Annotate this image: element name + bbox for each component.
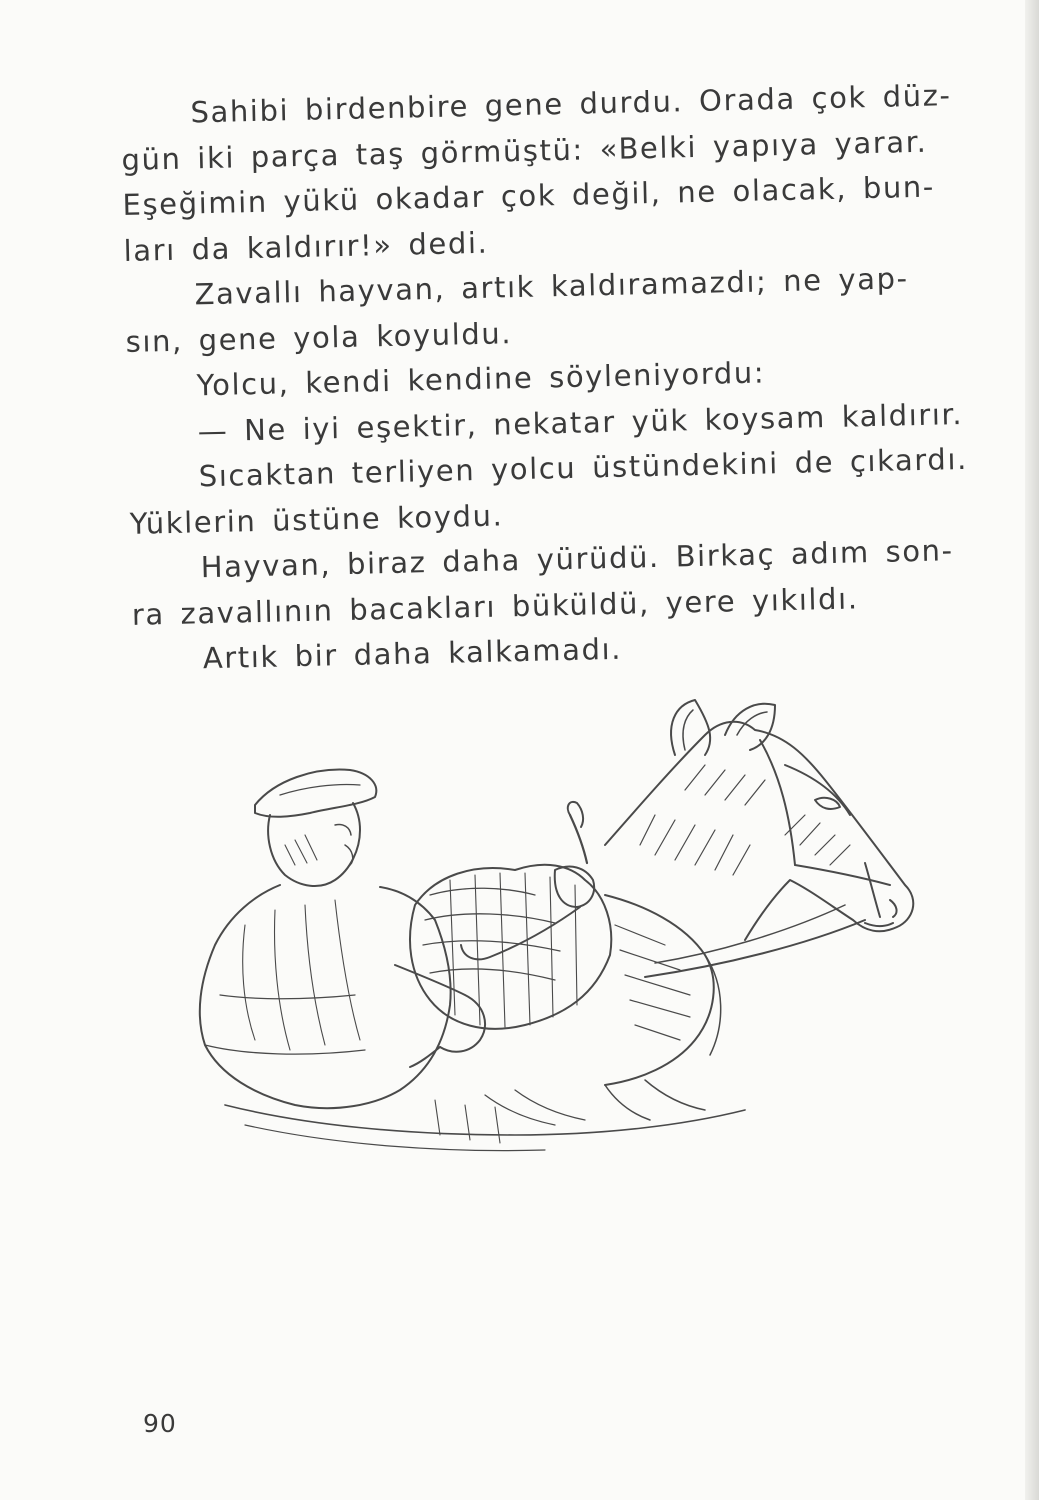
text-line: Hayvan, biraz daha yürüdü. Birkaç adım son- [200, 533, 954, 585]
text-line: — Ne iyi eşektir, nekatar yük koysam kaldırır. [197, 396, 964, 448]
man-and-donkey-illustration [185, 695, 925, 1165]
text-line: sın, gene yola koyuldu. [125, 315, 513, 359]
text-line: Yüklerin üstüne koydu. [129, 497, 504, 541]
text-line: Sıcaktan terliyen yolcu üstündekini de çıkardı. [198, 441, 969, 494]
text-line: Yolcu, kendi kendine söyleniyordu: [196, 355, 766, 403]
text-line: Artık bir daha kalkamadı. [202, 631, 623, 676]
text-line: Zavallı hayvan, artık kaldıramazdı; ne yap- [194, 261, 909, 312]
body-text [120, 72, 993, 683]
page-edge [1025, 0, 1039, 1500]
text-line: ları da kaldırır!» dedi. [123, 225, 489, 268]
page-number: 90 [143, 1409, 177, 1438]
text-line: Eşeğimin yükü okadar çok değil, ne olacak, bun- [122, 169, 936, 222]
text-line: Sahibi birdenbire gene durdu. Orada çok düz- [190, 78, 952, 130]
text-line: ra zavallının bacakları büküldü, yere yıkıldı. [131, 580, 859, 632]
text-line: gün iki parça taş görmüştü: «Belki yapıya yarar. [121, 124, 928, 177]
